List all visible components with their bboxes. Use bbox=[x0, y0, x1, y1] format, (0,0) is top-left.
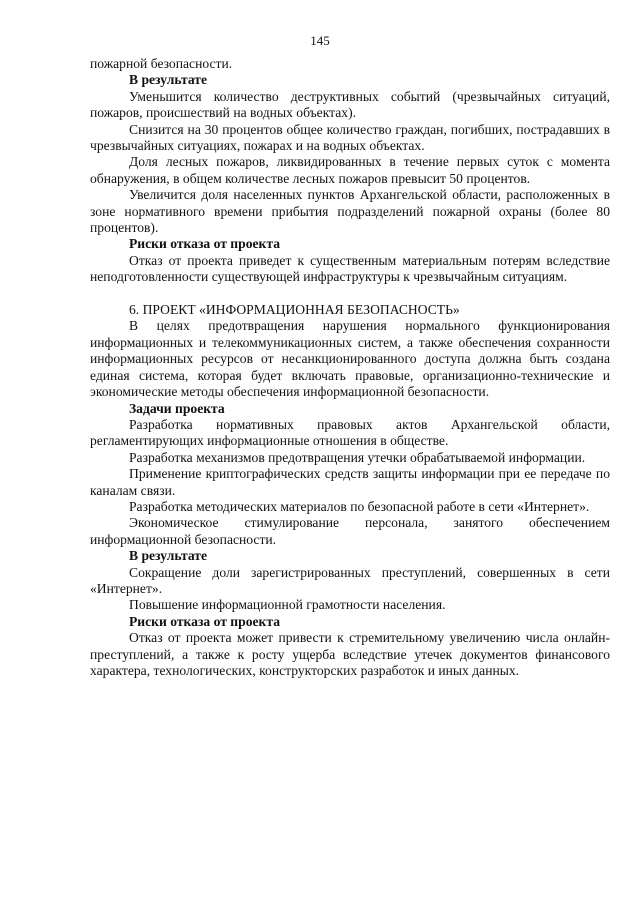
paragraph: Отказ от проекта приведет к существенным материальным потерям вследствие неподготовленности существующей инфраструктуры к чрезвычайным ситуациям. bbox=[90, 252, 610, 285]
paragraph: Уменьшится количество деструктивных событий (чрезвычайных ситуаций, пожаров, происшествий на водных объектах). bbox=[90, 88, 610, 121]
paragraph: Снизится на 30 процентов общее количество граждан, погибших, пострадавших в чрезвычайных ситуациях, пожарах и на водных объектах. bbox=[90, 121, 610, 154]
heading-results: В результате bbox=[129, 548, 207, 564]
heading-results: В результате bbox=[129, 72, 207, 88]
paragraph: Повышение информационной грамотности населения. bbox=[129, 597, 446, 613]
paragraph: Разработка методических материалов по безопасной работе в сети «Интернет». bbox=[129, 498, 590, 514]
continued-paragraph: пожарной безопасности. bbox=[90, 56, 233, 71]
heading-tasks: Задачи проекта bbox=[129, 400, 225, 416]
section-title: 6. ПРОЕКТ «ИНФОРМАЦИОННАЯ БЕЗОПАСНОСТЬ» bbox=[129, 302, 460, 318]
paragraph: Разработка нормативных правовых актов Архангельской области, регламентирующих информационные отношения в обществе. bbox=[90, 416, 610, 449]
paragraph: Разработка механизмов предотвращения утечки обрабатываемой информации. bbox=[129, 449, 586, 465]
heading-risks: Риски отказа от проекта bbox=[129, 236, 280, 252]
paragraph: Экономическое стимулирование персонала, занятого обеспечением информационной безопасности. bbox=[90, 515, 610, 547]
paragraph: Применение криптографических средств защиты информации при ее передаче по каналам связи. bbox=[90, 466, 610, 498]
paragraph: Сокращение доли зарегистрированных преступлений, совершенных в сети «Интернет». bbox=[90, 564, 610, 596]
paragraph: В целях предотвращения нарушения нормального функционирования информационных и телекоммуникационных систем, а также обеспечения сохранности информационных ресурсов от несанкционированного доступа должна быть создана единая система, которая будет включать правовые, организационно-технические и экономические методы обеспечения информационной безопасности. bbox=[90, 318, 610, 400]
page-body bbox=[90, 56, 610, 679]
paragraph: Доля лесных пожаров, ликвидированных в течение первых суток с момента обнаружения, в общем количестве лесных пожаров превысит 50 процентов. bbox=[90, 154, 610, 186]
page-number: 145 bbox=[310, 33, 330, 48]
paragraph: Увеличится доля населенных пунктов Архангельской области, расположенных в зоне нормативного времени прибытия подразделений пожарной охраны (более 80 процентов). bbox=[90, 187, 610, 236]
paragraph: Отказ от проекта может привести к стремительному увеличению числа онлайн-преступлений, а также к росту ущерба вследствие утечек документов финансового характера, технологических, конструкторских разработок и иных данных. bbox=[90, 630, 610, 679]
heading-risks: Риски отказа от проекта bbox=[129, 613, 280, 629]
